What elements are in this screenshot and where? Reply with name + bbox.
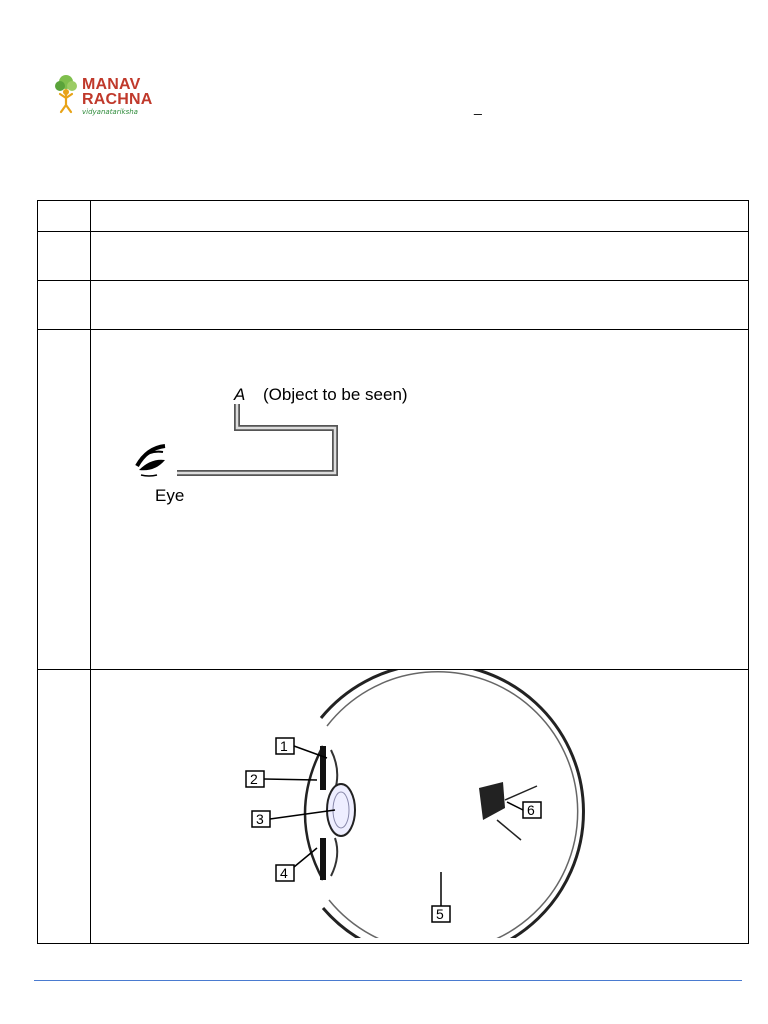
question-cell	[91, 232, 749, 281]
svg-text:1: 1	[280, 738, 288, 754]
table-row	[38, 232, 749, 281]
eye-icon	[137, 446, 165, 476]
question-cell	[91, 670, 749, 944]
label-3	[252, 810, 335, 827]
svg-text:4: 4	[280, 865, 288, 881]
label-2	[246, 771, 317, 787]
logo-text-rachna: RACHNA	[82, 91, 153, 108]
header-dash: _	[474, 99, 482, 115]
object-label: (Object to be seen)	[263, 385, 408, 404]
question-number-cell	[38, 330, 91, 670]
svg-text:5: 5	[436, 906, 444, 922]
table-row	[38, 330, 749, 670]
table-row	[38, 670, 749, 944]
school-logo	[52, 74, 172, 118]
eye-label: Eye	[155, 486, 185, 505]
logo-text-manav: MANAV	[82, 76, 141, 93]
label-4	[276, 848, 317, 881]
periscope-diagram	[91, 330, 749, 664]
logo-tagline: vidyanatariksha	[82, 108, 138, 116]
svg-text:6: 6	[527, 802, 535, 818]
question-number-cell	[38, 232, 91, 281]
question-number-cell	[38, 201, 91, 232]
human-eye-diagram	[91, 670, 749, 938]
label-5	[432, 872, 450, 922]
question-number-cell	[38, 281, 91, 330]
periscope-figure	[91, 330, 748, 669]
label-6	[507, 802, 541, 818]
question-number-cell	[38, 670, 91, 944]
tree-person-icon	[52, 74, 80, 114]
human-eye-figure	[91, 670, 748, 943]
question-table	[37, 200, 749, 944]
footer-rule	[34, 980, 742, 981]
svg-text:3: 3	[256, 811, 264, 827]
question-cell	[91, 201, 749, 232]
table-row	[38, 201, 749, 232]
table-row	[38, 281, 749, 330]
label-1	[276, 738, 327, 758]
point-label-a: A	[234, 385, 246, 404]
question-cell	[91, 330, 749, 670]
svg-text:2: 2	[250, 771, 258, 787]
question-cell	[91, 281, 749, 330]
